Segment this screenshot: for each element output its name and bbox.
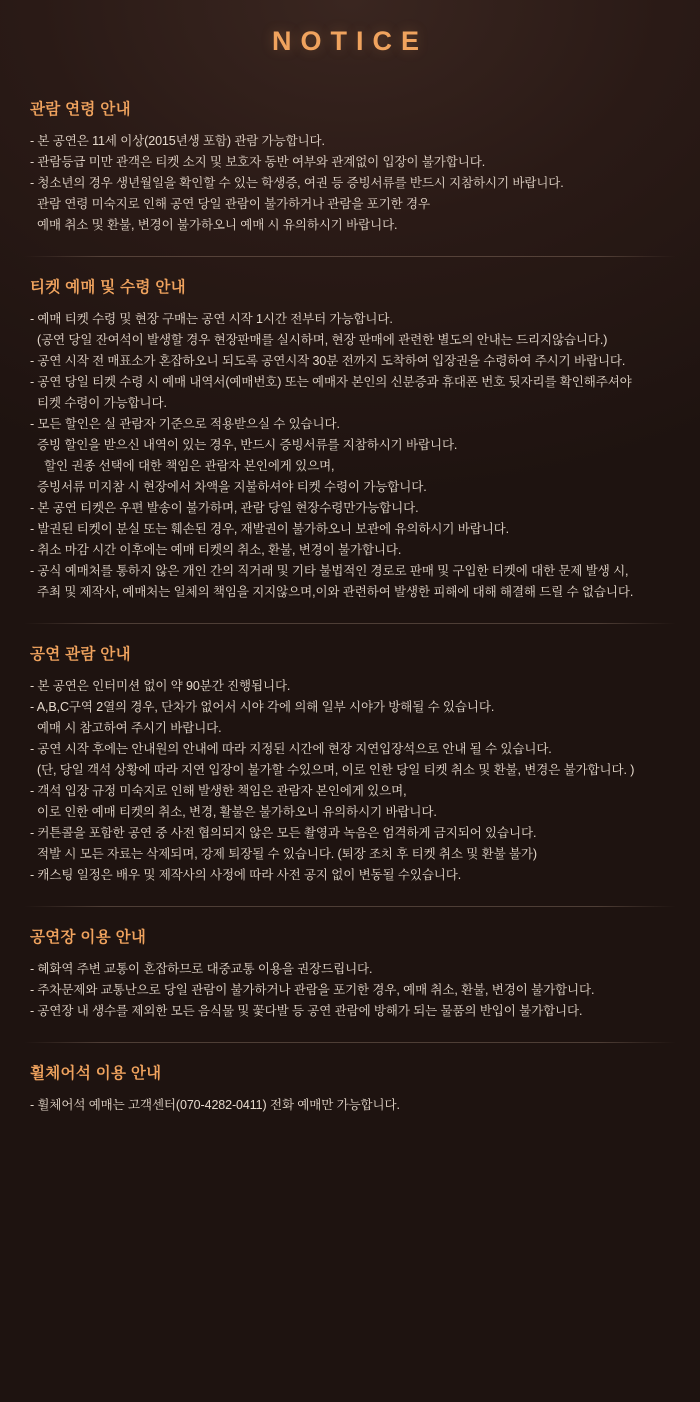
section-ticket-guide — [20, 275, 680, 603]
notice-line: 티켓 수령이 가능합니다. — [37, 396, 167, 410]
section-title-wheelchair-guide: 휠체어석 이용 안내 — [30, 1065, 162, 1082]
section-divider — [24, 1042, 676, 1043]
notice-line: 할인 권종 선택에 대한 책임은 관람자 본인에게 있으며, — [44, 459, 335, 473]
notice-line: - 공연 시작 후에는 안내원의 안내에 따라 지정된 시간에 현장 지연입장석으로 안내 될 수 있습니다. — [30, 742, 552, 756]
notice-line: - 공식 예매처를 통하지 않은 개인 간의 직거래 및 기타 불법적인 경로로 판매 및 구입한 티켓에 대한 문제 발생 시, — [30, 564, 629, 578]
section-divider — [24, 906, 676, 907]
notice-line: 증빙서류 미지참 시 현장에서 차액을 지불하셔야 티켓 수령이 가능합니다. — [37, 480, 427, 494]
notice-line: - 휠체어석 예매는 고객센터(070-4282-0411) 전화 예매만 가능합니다. — [30, 1098, 400, 1112]
section-divider — [24, 256, 676, 257]
section-age-guide — [20, 97, 680, 236]
section-divider — [24, 623, 676, 624]
notice-line: 이로 인한 예매 티켓의 취소, 변경, 활불은 불가하오니 유의하시기 바랍니다. — [37, 805, 437, 819]
section-title-venue-guide: 공연장 이용 안내 — [30, 929, 147, 946]
notice-line: - 관람등급 미만 관객은 티켓 소지 및 보호자 동반 여부와 관계없이 입장이 불가합니다. — [30, 155, 486, 169]
notice-line: 예매 취소 및 환불, 변경이 불가하오니 예매 시 유의하시기 바랍니다. — [37, 218, 398, 232]
notice-line: - 커튼콜을 포함한 공연 중 사전 협의되지 않은 모든 촬영과 녹음은 엄격하게 금지되어 있습니다. — [30, 826, 537, 840]
notice-line: (단, 당일 객석 상황에 따라 지연 입장이 불가할 수있으며, 이로 인한 당일 티켓 취소 및 환불, 변경은 불가합니다. ) — [37, 763, 635, 777]
section-title-ticket-guide: 티켓 예매 및 수령 안내 — [30, 279, 186, 296]
section-venue-guide — [20, 925, 680, 1022]
notice-line: 증빙 할인을 받으신 내역이 있는 경우, 반드시 증빙서류를 지참하시기 바랍니다. — [37, 438, 458, 452]
notice-line: - 주차문제와 교통난으로 당일 관람이 불가하거나 관람을 포기한 경우, 예매 취소, 환불, 변경이 불가합니다. — [30, 983, 595, 997]
notice-line: - 취소 마감 시간 이후에는 예매 티켓의 취소, 환불, 변경이 불가합니다. — [30, 543, 402, 557]
section-title-age-guide: 관람 연령 안내 — [30, 101, 131, 118]
notice-line: - 본 공연은 인터미션 없이 약 90분간 진행됩니다. — [30, 679, 291, 693]
notice-line: 적발 시 모든 자료는 삭제되며, 강제 퇴장될 수 있습니다. (퇴장 조치 후 티켓 취소 및 환불 불가) — [37, 847, 537, 861]
notice-line: - A,B,C구역 2열의 경우, 단차가 없어서 시야 각에 의해 일부 시야가 방해될 수 있습니다. — [30, 700, 495, 714]
notice-line: - 객석 입장 규정 미숙지로 인해 발생한 책임은 관람자 본인에게 있으며, — [30, 784, 407, 798]
section-body-viewing-guide — [30, 676, 674, 886]
notice-line: - 혜화역 주변 교통이 혼잡하므로 대중교통 이용을 권장드립니다. — [30, 962, 373, 976]
notice-line: - 공연장 내 생수를 제외한 모든 음식물 및 꽃다발 등 공연 관람에 방해가 되는 물품의 반입이 불가합니다. — [30, 1004, 583, 1018]
notice-line: - 본 공연은 11세 이상(2015년생 포함) 관람 가능합니다. — [30, 134, 325, 148]
notice-line: - 발권된 티켓이 분실 또는 훼손된 경우, 재발권이 불가하오니 보관에 유의하시기 바랍니다. — [30, 522, 510, 536]
notice-line: - 공연 시작 전 매표소가 혼잡하오니 되도록 공연시작 30분 전까지 도착하여 입장권을 수령하여 주시기 바랍니다. — [30, 354, 626, 368]
notice-line: - 모든 할인은 실 관람자 기준으로 적용받으실 수 있습니다. — [30, 417, 340, 431]
section-viewing-guide — [20, 642, 680, 886]
page-title: NOTICE — [271, 26, 428, 56]
notice-line: 주최 및 제작사, 예매처는 일체의 책임을 지지않으며,이와 관련하여 발생한 피해에 대해 해결해 드릴 수 없습니다. — [37, 585, 634, 599]
section-body-venue-guide — [30, 959, 674, 1022]
notice-line: - 예매 티켓 수령 및 현장 구매는 공연 시작 1시간 전부터 가능합니다. — [30, 312, 393, 326]
notice-line: - 캐스팅 일정은 배우 및 제작사의 사정에 따라 사전 공지 없이 변동될 수있습니다. — [30, 868, 462, 882]
section-body-age-guide — [30, 131, 674, 236]
notice-line: - 청소년의 경우 생년월일을 확인할 수 있는 학생증, 여권 등 증빙서류를 반드시 지참하시기 바랍니다. — [30, 176, 564, 190]
section-body-wheelchair-guide — [30, 1095, 674, 1116]
notice-sections — [20, 97, 680, 1116]
notice-line: 관람 연령 미숙지로 인해 공연 당일 관람이 불가하거나 관람을 포기한 경우 — [37, 197, 430, 211]
section-wheelchair-guide — [20, 1061, 680, 1116]
section-body-ticket-guide — [30, 309, 674, 603]
notice-line: (공연 당일 잔여석이 발생할 경우 현장판매를 실시하며, 현장 판매에 관련한 별도의 안내는 드리지않습니다.) — [37, 333, 608, 347]
notice-line: - 공연 당일 티켓 수령 시 예매 내역서(예매번호) 또는 예매자 본인의 신분증과 휴대폰 번호 뒷자리를 확인해주셔야 — [30, 375, 632, 389]
notice-line: 예매 시 참고하여 주시기 바랍니다. — [37, 721, 222, 735]
section-title-viewing-guide: 공연 관람 안내 — [30, 646, 131, 663]
notice-line: - 본 공연 티켓은 우편 발송이 불가하며, 관람 당일 현장수령만가능합니다. — [30, 501, 419, 515]
